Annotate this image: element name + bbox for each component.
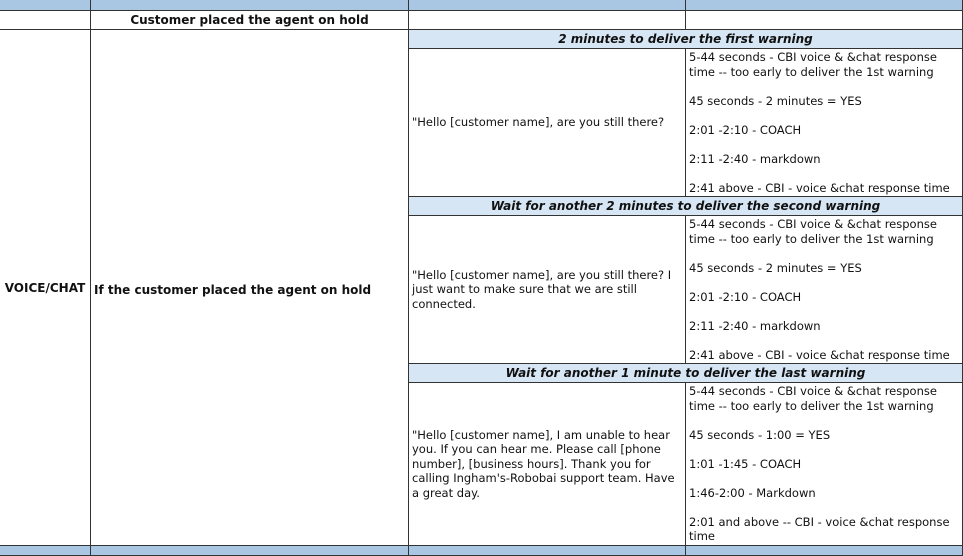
band-cell[interactable] — [409, 0, 686, 11]
channel-cell[interactable] — [0, 30, 91, 546]
timing-rule: 5-44 seconds - CBI voice & &chat response time -- too early to deliver the 1st warning — [689, 50, 937, 79]
band-cell[interactable] — [91, 546, 409, 556]
timing-rules-cell[interactable] — [686, 216, 963, 364]
channel-label: VOICE/CHAT — [4, 280, 86, 295]
timing-rule: 2:11 -2:40 - markdown — [689, 318, 821, 333]
timing-rule: 2:41 above - CBI - voice &chat response time — [689, 347, 950, 362]
agent-script-cell[interactable] — [409, 216, 686, 364]
section-header[interactable] — [409, 197, 963, 216]
section-header-label: Wait for another 1 minute to deliver the last warning — [505, 366, 866, 380]
timing-rule: 45 seconds - 2 minutes = YES — [689, 93, 862, 108]
empty-cell[interactable] — [686, 11, 963, 30]
band-cell[interactable] — [686, 0, 963, 11]
timing-rule: 5-44 seconds - CBI voice & &chat response time -- too early to deliver the 1st warning — [689, 217, 937, 246]
agent-script-cell[interactable] — [409, 49, 686, 197]
band-cell[interactable] — [0, 0, 91, 11]
section-header-label: Wait for another 2 minutes to deliver the second warning — [490, 199, 881, 213]
agent-script: "Hello [customer name], are you still there? I just want to make sure that we are still connected. — [412, 267, 672, 311]
band-cell[interactable] — [0, 546, 91, 556]
agent-script: "Hello [customer name], I am unable to hear you. If you can hear me. Please call [phone number], [business hours]. Thank you for calling Ingham's-Robobai support team. Have a great day. — [412, 427, 675, 500]
timing-rule: 1:46-2:00 - Markdown — [689, 485, 816, 500]
timing-rule: 5-44 seconds - CBI voice & &chat response time -- too early to deliver the 1st warning — [689, 384, 937, 413]
timing-rule: 2:41 above - CBI - voice &chat response time — [689, 180, 950, 195]
empty-cell[interactable] — [409, 11, 686, 30]
section-header-label: 2 minutes to deliver the first warning — [558, 32, 813, 46]
scenario-cell[interactable] — [91, 30, 409, 546]
scenario-label: If the customer placed the agent on hold — [94, 282, 372, 297]
section-header[interactable] — [409, 364, 963, 383]
timing-rule: 1:01 -1:45 - COACH — [689, 456, 802, 471]
table-title-cell[interactable] — [91, 11, 409, 30]
table-title: Customer placed the agent on hold — [130, 13, 369, 27]
timing-rule: 2:01 -2:10 - COACH — [689, 289, 802, 304]
agent-script-cell[interactable] — [409, 383, 686, 546]
section-header[interactable] — [409, 30, 963, 49]
timing-rules-cell[interactable] — [686, 49, 963, 197]
timing-rules-cell[interactable] — [686, 383, 963, 546]
timing-rule: 2:01 -2:10 - COACH — [689, 122, 802, 137]
agent-script: "Hello [customer name], are you still there? — [412, 115, 665, 130]
timing-rule: 45 seconds - 2 minutes = YES — [689, 260, 862, 275]
band-cell[interactable] — [686, 546, 963, 556]
band-cell[interactable] — [409, 546, 686, 556]
empty-cell[interactable] — [0, 11, 91, 30]
timing-rule: 2:11 -2:40 - markdown — [689, 151, 821, 166]
timing-rule: 45 seconds - 1:00 = YES — [689, 427, 831, 442]
band-cell[interactable] — [91, 0, 409, 11]
timing-rule: 2:01 and above -- CBI - voice &chat response time — [689, 514, 950, 543]
